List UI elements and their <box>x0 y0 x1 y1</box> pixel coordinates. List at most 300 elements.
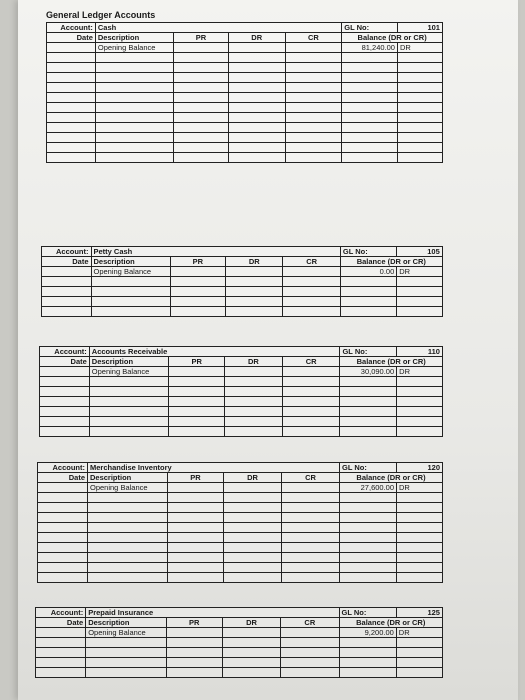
balance-cell[interactable] <box>340 297 396 307</box>
dr-cell[interactable] <box>228 143 285 153</box>
dr-cell[interactable] <box>224 533 282 543</box>
description-cell[interactable] <box>89 387 169 397</box>
date-cell[interactable] <box>47 123 96 133</box>
date-cell[interactable] <box>40 377 90 387</box>
description-cell[interactable] <box>95 103 173 113</box>
balance-side-cell[interactable] <box>397 427 443 437</box>
date-cell[interactable] <box>47 43 96 53</box>
cr-cell[interactable] <box>282 407 340 417</box>
pr-cell[interactable] <box>174 153 229 163</box>
dr-cell[interactable] <box>228 153 285 163</box>
dr-cell[interactable] <box>225 427 283 437</box>
balance-side-cell[interactable] <box>397 93 442 103</box>
date-cell[interactable] <box>36 648 86 658</box>
balance-cell[interactable] <box>339 658 396 668</box>
balance-side-cell[interactable] <box>397 83 442 93</box>
cr-cell[interactable] <box>281 668 339 678</box>
balance-cell[interactable] <box>340 573 397 583</box>
description-cell[interactable] <box>95 93 173 103</box>
pr-cell[interactable] <box>166 628 222 638</box>
balance-side-cell[interactable] <box>397 63 442 73</box>
balance-side-cell[interactable] <box>396 658 442 668</box>
dr-cell[interactable] <box>224 543 282 553</box>
date-cell[interactable] <box>38 533 88 543</box>
balance-side-cell[interactable] <box>397 553 443 563</box>
entry-row <box>47 93 443 103</box>
balance-side-cell[interactable] <box>396 648 442 658</box>
cr-cell[interactable] <box>285 43 342 53</box>
pr-cell[interactable] <box>174 43 229 53</box>
description-cell[interactable] <box>95 133 173 143</box>
description-cell[interactable] <box>86 638 166 648</box>
cr-cell[interactable] <box>285 123 342 133</box>
cr-cell[interactable] <box>285 133 342 143</box>
balance-cell[interactable] <box>340 513 397 523</box>
balance-side-cell[interactable] <box>397 493 443 503</box>
description-cell[interactable] <box>95 53 173 63</box>
date-cell[interactable] <box>47 153 96 163</box>
balance-cell[interactable] <box>339 648 396 658</box>
balance-cell[interactable] <box>342 53 398 63</box>
balance-cell[interactable] <box>340 417 397 427</box>
description-cell[interactable] <box>95 83 173 93</box>
opening-balance-value: 9,200.00 <box>339 628 396 638</box>
balance-cell[interactable] <box>342 103 398 113</box>
dr-cell[interactable] <box>224 503 282 513</box>
balance-side-cell[interactable] <box>397 287 443 297</box>
date-cell[interactable] <box>47 73 96 83</box>
balance-cell[interactable] <box>339 668 396 678</box>
balance-cell[interactable] <box>339 638 396 648</box>
cr-cell[interactable] <box>283 287 340 297</box>
dr-cell[interactable] <box>226 297 283 307</box>
dr-cell[interactable] <box>224 523 282 533</box>
cr-cell[interactable] <box>285 143 342 153</box>
pr-cell[interactable] <box>168 523 224 533</box>
description-cell[interactable] <box>88 563 168 573</box>
date-cell[interactable] <box>40 367 90 377</box>
entry-row <box>47 53 443 63</box>
date-cell[interactable] <box>36 658 86 668</box>
cr-cell[interactable] <box>281 628 339 638</box>
dr-cell[interactable] <box>222 658 280 668</box>
description-cell[interactable] <box>89 397 169 407</box>
gl-no-label: GL No: <box>340 463 397 473</box>
balance-side-cell[interactable] <box>396 638 442 648</box>
cr-header: CR <box>282 357 340 367</box>
entry-row <box>38 513 443 523</box>
description-cell[interactable] <box>95 143 173 153</box>
date-cell[interactable] <box>47 143 96 153</box>
pr-cell[interactable] <box>168 543 224 553</box>
balance-cell[interactable] <box>342 63 398 73</box>
description-header: Description <box>86 618 166 628</box>
date-header: Date <box>47 33 96 43</box>
pr-cell[interactable] <box>170 277 225 287</box>
date-cell[interactable] <box>47 113 96 123</box>
description-cell[interactable] <box>86 668 166 678</box>
balance-type-header: Balance (DR or CR) <box>340 357 442 367</box>
pr-cell[interactable] <box>168 503 224 513</box>
date-cell[interactable] <box>38 523 88 533</box>
entry-row <box>40 387 443 397</box>
pr-cell[interactable] <box>174 53 229 63</box>
dr-cell[interactable] <box>226 277 283 287</box>
cr-cell[interactable] <box>285 83 342 93</box>
balance-cell[interactable] <box>342 143 398 153</box>
opening-balance-label: Opening Balance <box>88 483 168 493</box>
balance-side: DR <box>397 267 443 277</box>
dr-cell[interactable] <box>224 493 282 503</box>
balance-side-cell[interactable] <box>397 503 443 513</box>
pr-cell[interactable] <box>166 638 222 648</box>
balance-side-cell[interactable] <box>397 407 443 417</box>
date-cell[interactable] <box>47 83 96 93</box>
pr-cell[interactable] <box>166 668 222 678</box>
account-header-row <box>38 463 443 473</box>
cr-cell[interactable] <box>281 648 339 658</box>
pr-cell[interactable] <box>168 533 224 543</box>
cr-header: CR <box>285 33 342 43</box>
pr-cell[interactable] <box>174 133 229 143</box>
description-cell[interactable] <box>89 407 169 417</box>
dr-header: DR <box>228 33 285 43</box>
cr-cell[interactable] <box>282 387 340 397</box>
pr-cell[interactable] <box>168 563 224 573</box>
balance-side-cell[interactable] <box>396 668 442 678</box>
description-cell[interactable] <box>88 533 168 543</box>
pr-cell[interactable] <box>174 123 229 133</box>
date-cell[interactable] <box>40 407 90 417</box>
pr-cell[interactable] <box>168 483 224 493</box>
description-cell[interactable] <box>91 307 170 317</box>
dr-cell[interactable] <box>228 113 285 123</box>
balance-side-cell[interactable] <box>397 153 442 163</box>
pr-cell[interactable] <box>170 287 225 297</box>
cr-cell[interactable] <box>285 53 342 63</box>
entry-row <box>47 133 443 143</box>
balance-cell[interactable] <box>340 503 397 513</box>
description-cell[interactable] <box>86 658 166 668</box>
dr-cell[interactable] <box>222 668 280 678</box>
balance-side-cell[interactable] <box>397 563 443 573</box>
description-cell[interactable] <box>95 63 173 73</box>
balance-cell[interactable] <box>342 133 398 143</box>
date-cell[interactable] <box>47 93 96 103</box>
balance-cell[interactable] <box>340 553 397 563</box>
balance-side-cell[interactable] <box>397 387 443 397</box>
cr-cell[interactable] <box>285 103 342 113</box>
dr-cell[interactable] <box>226 287 283 297</box>
cr-cell[interactable] <box>285 93 342 103</box>
balance-cell[interactable] <box>340 387 397 397</box>
dr-cell[interactable] <box>228 73 285 83</box>
cr-cell[interactable] <box>282 397 340 407</box>
description-cell[interactable] <box>88 553 168 563</box>
date-cell[interactable] <box>42 307 92 317</box>
cr-cell[interactable] <box>282 573 340 583</box>
balance-cell[interactable] <box>342 83 398 93</box>
cr-cell[interactable] <box>282 483 340 493</box>
pr-cell[interactable] <box>169 367 225 377</box>
date-cell[interactable] <box>36 638 86 648</box>
opening-balance-value: 81,240.00 <box>342 43 398 53</box>
date-cell[interactable] <box>38 543 88 553</box>
balance-cell[interactable] <box>340 377 397 387</box>
cr-cell[interactable] <box>283 307 340 317</box>
description-cell[interactable] <box>95 123 173 133</box>
balance-side-cell[interactable] <box>397 73 442 83</box>
gl-no-label: GL No: <box>339 608 396 618</box>
account-name: Cash <box>95 23 341 33</box>
pr-cell[interactable] <box>168 573 224 583</box>
balance-side-cell[interactable] <box>397 123 442 133</box>
description-cell[interactable] <box>88 513 168 523</box>
dr-cell[interactable] <box>224 553 282 563</box>
balance-cell[interactable] <box>342 73 398 83</box>
pr-cell[interactable] <box>169 407 225 417</box>
balance-cell[interactable] <box>340 287 396 297</box>
pr-cell[interactable] <box>174 83 229 93</box>
balance-side-cell[interactable] <box>397 377 443 387</box>
dr-cell[interactable] <box>222 628 280 638</box>
pr-cell[interactable] <box>169 397 225 407</box>
gl-no-label: GL No: <box>342 23 398 33</box>
balance-side-cell[interactable] <box>397 53 442 63</box>
date-cell[interactable] <box>40 427 90 437</box>
balance-cell[interactable] <box>340 543 397 553</box>
entry-row <box>47 103 443 113</box>
description-cell[interactable] <box>91 297 170 307</box>
description-cell[interactable] <box>91 277 170 287</box>
date-cell[interactable] <box>38 513 88 523</box>
entry-row <box>40 427 443 437</box>
balance-side-cell[interactable] <box>397 417 443 427</box>
cr-cell[interactable] <box>282 563 340 573</box>
balance-cell[interactable] <box>340 493 397 503</box>
pr-cell[interactable] <box>170 297 225 307</box>
date-cell[interactable] <box>40 397 90 407</box>
description-cell[interactable] <box>88 543 168 553</box>
description-cell[interactable] <box>89 377 169 387</box>
ledger-table <box>39 346 443 437</box>
opening-balance-row <box>36 628 443 638</box>
date-cell[interactable] <box>36 628 86 638</box>
cr-cell[interactable] <box>282 367 340 377</box>
date-cell[interactable] <box>38 483 88 493</box>
balance-cell[interactable] <box>342 113 398 123</box>
date-cell[interactable] <box>42 267 92 277</box>
dr-cell[interactable] <box>228 123 285 133</box>
date-header: Date <box>38 473 88 483</box>
balance-side-cell[interactable] <box>397 113 442 123</box>
cr-cell[interactable] <box>282 377 340 387</box>
pr-cell[interactable] <box>169 417 225 427</box>
cr-cell[interactable] <box>282 493 340 503</box>
balance-side-cell[interactable] <box>397 307 443 317</box>
dr-cell[interactable] <box>224 573 282 583</box>
cr-cell[interactable] <box>282 417 340 427</box>
cr-cell[interactable] <box>281 658 339 668</box>
balance-side-cell[interactable] <box>397 297 443 307</box>
entry-row <box>40 377 443 387</box>
dr-cell[interactable] <box>224 563 282 573</box>
dr-cell[interactable] <box>228 63 285 73</box>
balance-cell[interactable] <box>342 93 398 103</box>
pr-cell[interactable] <box>169 377 225 387</box>
pr-cell[interactable] <box>170 267 225 277</box>
balance-side-cell[interactable] <box>397 533 443 543</box>
dr-cell[interactable] <box>225 417 283 427</box>
date-cell[interactable] <box>38 493 88 503</box>
dr-cell[interactable] <box>224 483 282 493</box>
cr-cell[interactable] <box>281 638 339 648</box>
cr-cell[interactable] <box>283 267 340 277</box>
date-cell[interactable] <box>38 503 88 513</box>
entry-row <box>36 638 443 648</box>
balance-side-cell[interactable] <box>397 397 443 407</box>
cr-cell[interactable] <box>282 503 340 513</box>
description-cell[interactable] <box>95 153 173 163</box>
balance-side-cell[interactable] <box>397 103 442 113</box>
description-cell[interactable] <box>88 523 168 533</box>
cr-cell[interactable] <box>282 553 340 563</box>
balance-side-cell[interactable] <box>397 573 443 583</box>
date-cell[interactable] <box>40 387 90 397</box>
description-cell[interactable] <box>88 493 168 503</box>
dr-cell[interactable] <box>226 267 283 277</box>
cr-cell[interactable] <box>285 73 342 83</box>
description-cell[interactable] <box>91 287 170 297</box>
balance-side-cell[interactable] <box>397 277 443 287</box>
dr-cell[interactable] <box>225 397 283 407</box>
balance-cell[interactable] <box>340 307 396 317</box>
date-cell[interactable] <box>38 553 88 563</box>
account-header-row <box>36 608 443 618</box>
dr-cell[interactable] <box>228 53 285 63</box>
balance-cell[interactable] <box>340 563 397 573</box>
opening-balance-value: 0.00 <box>340 267 396 277</box>
cr-cell[interactable] <box>285 63 342 73</box>
dr-cell[interactable] <box>225 367 283 377</box>
date-cell[interactable] <box>36 668 86 678</box>
balance-type-header: Balance (DR or CR) <box>342 33 443 43</box>
cr-cell[interactable] <box>282 533 340 543</box>
dr-cell[interactable] <box>225 407 283 417</box>
opening-balance-row <box>38 483 443 493</box>
description-header: Description <box>88 473 168 483</box>
pr-cell[interactable] <box>168 553 224 563</box>
dr-cell[interactable] <box>228 103 285 113</box>
description-cell[interactable] <box>89 417 169 427</box>
cr-cell[interactable] <box>283 297 340 307</box>
date-cell[interactable] <box>38 563 88 573</box>
cr-cell[interactable] <box>282 543 340 553</box>
pr-cell[interactable] <box>166 648 222 658</box>
pr-cell[interactable] <box>174 113 229 123</box>
description-cell[interactable] <box>95 113 173 123</box>
balance-cell[interactable] <box>340 277 396 287</box>
cr-cell[interactable] <box>285 113 342 123</box>
balance-cell[interactable] <box>340 523 397 533</box>
date-cell[interactable] <box>47 53 96 63</box>
date-cell[interactable] <box>42 277 92 287</box>
balance-cell[interactable] <box>340 533 397 543</box>
entry-row <box>36 658 443 668</box>
pr-cell[interactable] <box>174 103 229 113</box>
cr-cell[interactable] <box>282 427 340 437</box>
date-cell[interactable] <box>38 573 88 583</box>
pr-cell[interactable] <box>168 493 224 503</box>
balance-side-cell[interactable] <box>397 143 442 153</box>
date-cell[interactable] <box>47 103 96 113</box>
pr-cell[interactable] <box>169 427 225 437</box>
date-cell[interactable] <box>40 417 90 427</box>
cr-cell[interactable] <box>282 513 340 523</box>
dr-cell[interactable] <box>228 93 285 103</box>
opening-balance-row <box>40 367 443 377</box>
date-header: Date <box>36 618 86 628</box>
balance-side-cell[interactable] <box>397 133 442 143</box>
description-cell[interactable] <box>95 73 173 83</box>
cr-header: CR <box>283 257 340 267</box>
cr-cell[interactable] <box>285 153 342 163</box>
date-cell[interactable] <box>47 133 96 143</box>
date-header: Date <box>40 357 90 367</box>
description-cell[interactable] <box>86 648 166 658</box>
date-cell[interactable] <box>42 297 92 307</box>
dr-cell[interactable] <box>224 513 282 523</box>
balance-cell[interactable] <box>342 123 398 133</box>
dr-cell[interactable] <box>222 638 280 648</box>
balance-side-cell[interactable] <box>397 523 443 533</box>
description-cell[interactable] <box>88 503 168 513</box>
pr-cell[interactable] <box>174 63 229 73</box>
date-cell[interactable] <box>42 287 92 297</box>
pr-cell[interactable] <box>174 93 229 103</box>
dr-cell[interactable] <box>226 307 283 317</box>
pr-header: PR <box>166 618 222 628</box>
cr-cell[interactable] <box>282 523 340 533</box>
pr-cell[interactable] <box>166 658 222 668</box>
balance-cell[interactable] <box>340 407 397 417</box>
date-cell[interactable] <box>47 63 96 73</box>
account-label: Account: <box>38 463 88 473</box>
account-header-row <box>42 247 443 257</box>
dr-cell[interactable] <box>228 133 285 143</box>
dr-cell[interactable] <box>228 43 285 53</box>
cr-cell[interactable] <box>283 277 340 287</box>
balance-cell[interactable] <box>342 153 398 163</box>
balance-cell[interactable] <box>340 397 397 407</box>
pr-cell[interactable] <box>174 73 229 83</box>
pr-cell[interactable] <box>174 143 229 153</box>
balance-cell[interactable] <box>340 427 397 437</box>
pr-cell[interactable] <box>168 513 224 523</box>
description-cell[interactable] <box>88 573 168 583</box>
dr-cell[interactable] <box>222 648 280 658</box>
pr-cell[interactable] <box>170 307 225 317</box>
pr-cell[interactable] <box>169 387 225 397</box>
pr-header: PR <box>170 257 225 267</box>
dr-cell[interactable] <box>225 387 283 397</box>
dr-cell[interactable] <box>225 377 283 387</box>
balance-side-cell[interactable] <box>397 513 443 523</box>
balance-side-cell[interactable] <box>397 543 443 553</box>
dr-cell[interactable] <box>228 83 285 93</box>
entry-row <box>38 533 443 543</box>
description-cell[interactable] <box>89 427 169 437</box>
